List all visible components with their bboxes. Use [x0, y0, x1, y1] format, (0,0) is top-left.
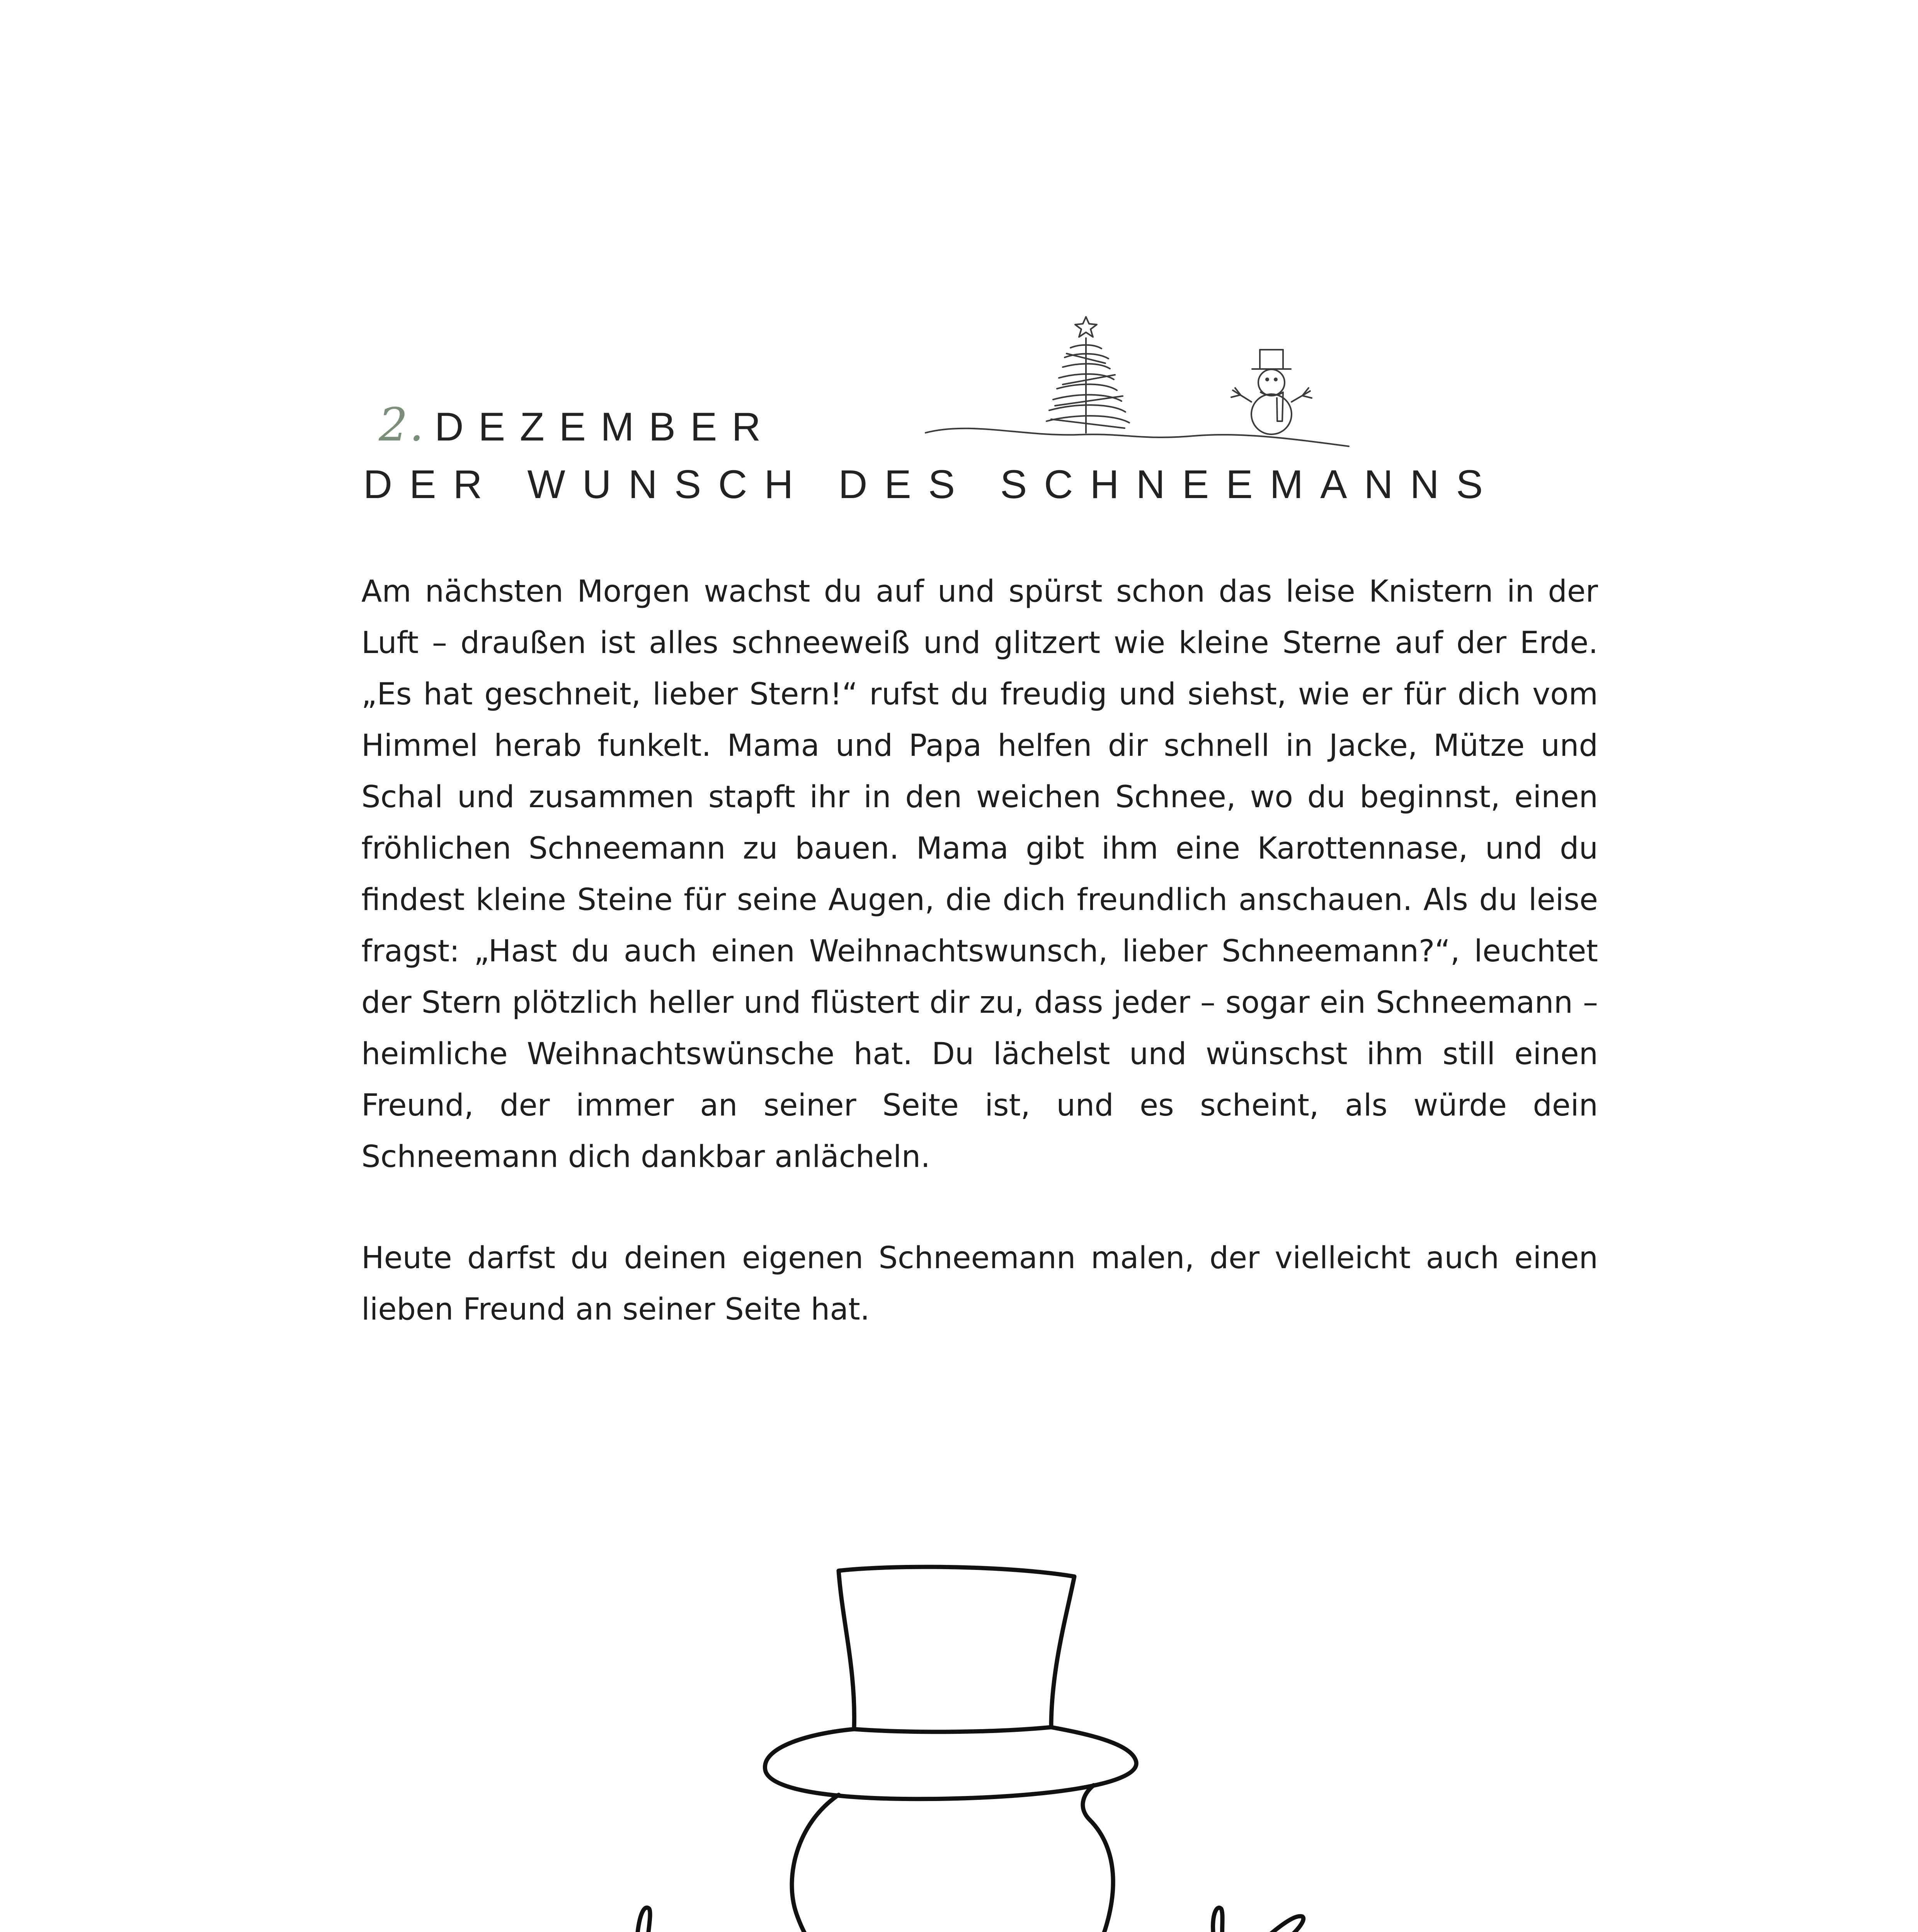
right-arm [1128, 1908, 1304, 1932]
header-decoration [924, 305, 1353, 468]
head-right [1083, 1785, 1113, 1932]
day-row [363, 398, 775, 456]
story-paragraph: Am nächsten Morgen wachst du auf und spürst schon das leise Knistern in der Luft – draußen ist alles schneeweiß und glitzert wie kleine Sterne auf der Erde. „Es hat geschneit, lieber Stern!“ rufst du freudig und siehst, wie er für dich vom Himmel herab funkelt. Mama und Papa helfen dir schnell in Jacke, Mütze und Schal und zusammen stapft ihr in den weichen Schnee, wo du beginnst, einen fröhlichen Schneemann zu bauen. Mama gibt ihm eine Karottennase, und du findest kleine Steine für seine Augen, die dich freundlich anschauen. Als du leise fragst: „Hast du auch einen Weihnachtswunsch, lieber Schneemann?“, leuchtet der Stern plötzlich heller und flüstert dir zu, dass jeder – sogar ein Schneemann – heimliche Weihnachtswünsche hat. Du lächelst und wünschst ihm still einen Freund, der immer an seiner Seite ist, und es scheint, als würde dein Schneemann dich dankbar anlächeln. [361, 574, 1598, 1174]
chapter-title: DER WUNSCH DES SCHNEEMANNS [363, 462, 1500, 507]
ground-line-small [926, 429, 1349, 446]
head [792, 1795, 839, 1932]
christmas-tree-icon [1047, 317, 1129, 433]
snowman-line-drawing [0, 1507, 1918, 1932]
month-label: DEZEMBER [434, 405, 776, 449]
day-number: 2. [379, 398, 425, 451]
drawing-prompt: Heute darfst du deinen eigenen Schneemann malen, der vielleicht auch einen lieben Freund an seiner Seite hat. [361, 1241, 1598, 1327]
left-arm [556, 1908, 800, 1932]
hat [765, 1567, 1136, 1799]
snowman-icon [1231, 350, 1312, 434]
